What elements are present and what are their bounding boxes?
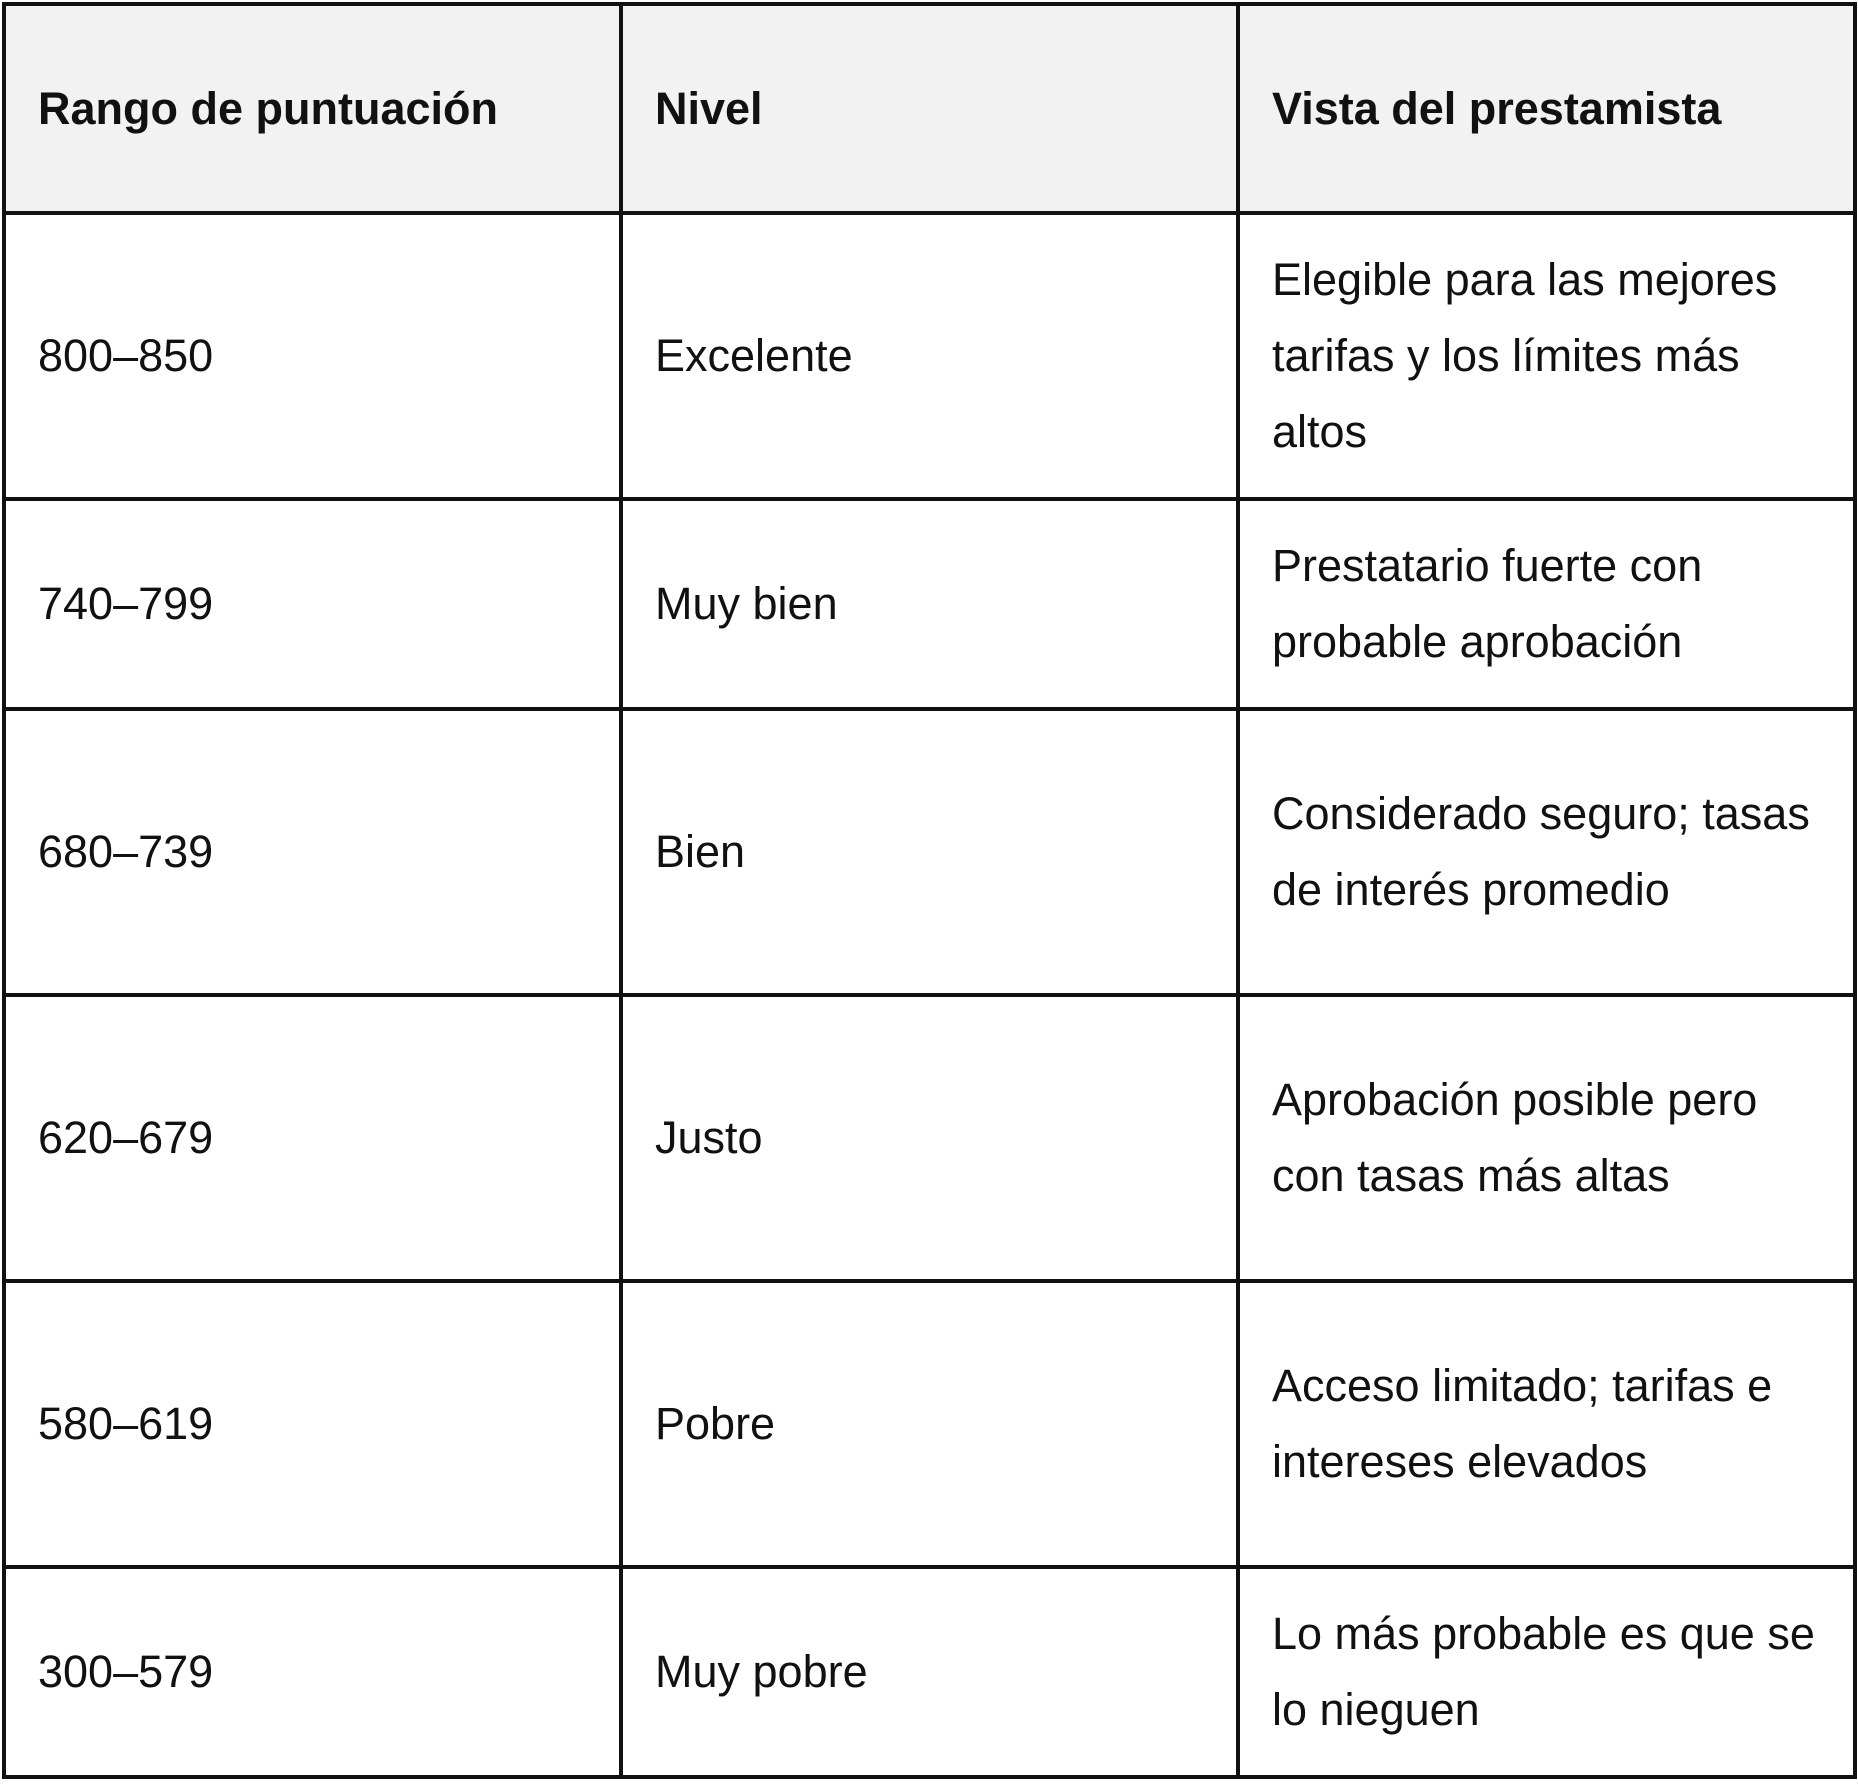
table-header-row (4, 4, 1855, 213)
header-score-range: Rango de puntuación (4, 4, 621, 213)
credit-score-table-container (2, 2, 1857, 1779)
table-row (4, 995, 1855, 1281)
cell-score-range: 620–679 (4, 995, 621, 1281)
table-row (4, 213, 1855, 499)
cell-level: Bien (621, 709, 1238, 995)
cell-lender-view: Acceso limitado; tarifas e intereses elevados (1238, 1281, 1855, 1567)
cell-level: Excelente (621, 213, 1238, 499)
cell-lender-view: Aprobación posible pero con tasas más altas (1238, 995, 1855, 1281)
header-lender-view: Vista del prestamista (1238, 4, 1855, 213)
cell-lender-view: Elegible para las mejores tarifas y los límites más altos (1238, 213, 1855, 499)
cell-lender-view: Prestatario fuerte con probable aprobación (1238, 499, 1855, 709)
cell-score-range: 580–619 (4, 1281, 621, 1567)
cell-lender-view: Considerado seguro; tasas de interés promedio (1238, 709, 1855, 995)
header-level: Nivel (621, 4, 1238, 213)
cell-level: Muy pobre (621, 1567, 1238, 1777)
table-row (4, 1281, 1855, 1567)
cell-score-range: 680–739 (4, 709, 621, 995)
table-row (4, 709, 1855, 995)
cell-score-range: 740–799 (4, 499, 621, 709)
cell-score-range: 800–850 (4, 213, 621, 499)
table-row (4, 499, 1855, 709)
credit-score-table (2, 2, 1857, 1779)
cell-level: Muy bien (621, 499, 1238, 709)
table-row (4, 1567, 1855, 1777)
cell-level: Justo (621, 995, 1238, 1281)
cell-level: Pobre (621, 1281, 1238, 1567)
cell-score-range: 300–579 (4, 1567, 621, 1777)
cell-lender-view: Lo más probable es que se lo nieguen (1238, 1567, 1855, 1777)
